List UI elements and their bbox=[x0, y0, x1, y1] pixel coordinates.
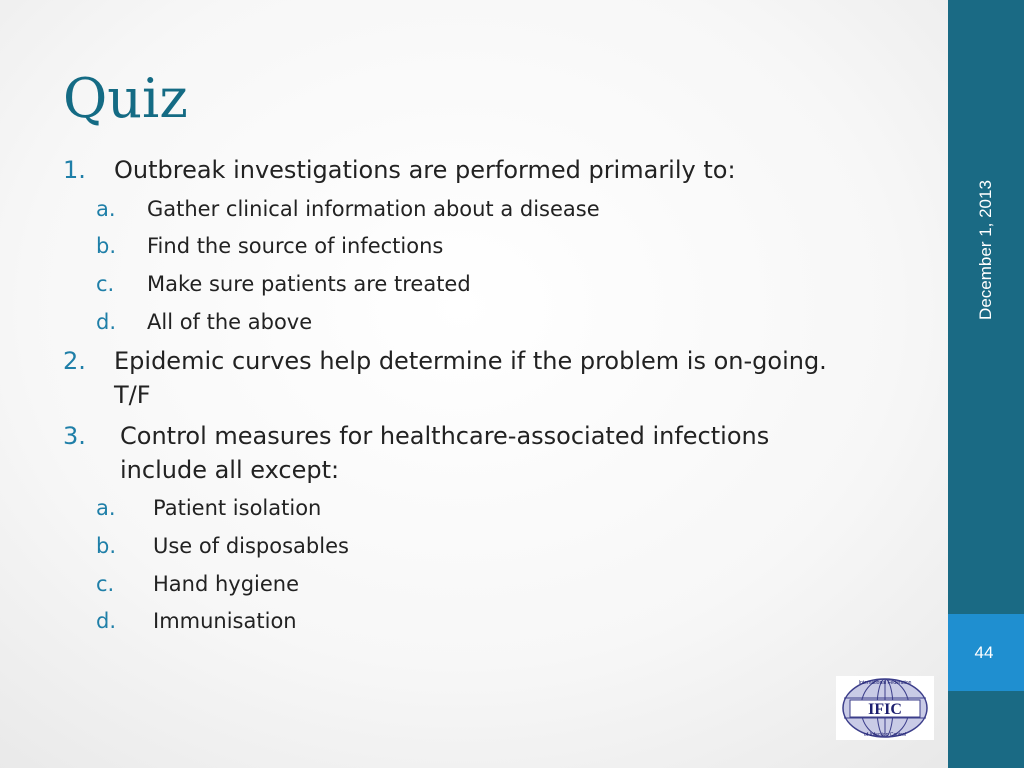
q1-option-b-letter: b. bbox=[96, 234, 117, 258]
q3-option-b-letter: b. bbox=[96, 534, 117, 558]
question-1-number: 1. bbox=[63, 156, 86, 184]
q1-option-c-letter: c. bbox=[96, 272, 115, 296]
q1-option-b-text: Find the source of infections bbox=[147, 234, 444, 258]
q3-option-d-letter: d. bbox=[96, 609, 117, 633]
logo-arc-bottom-text: of Infection Control bbox=[864, 732, 906, 738]
question-3-text-line2: include all except: bbox=[120, 456, 340, 484]
question-3-text-line1: Control measures for healthcare-associated infections bbox=[120, 422, 770, 450]
q3-option-c-letter: c. bbox=[96, 572, 115, 596]
slide-date: December 1, 2013 bbox=[976, 180, 995, 320]
q3-option-d-text: Immunisation bbox=[153, 609, 297, 633]
q1-option-c-text: Make sure patients are treated bbox=[147, 272, 471, 296]
slide-title: Quiz bbox=[63, 67, 188, 130]
logo-text: IFIC bbox=[868, 701, 902, 718]
q1-option-d-text: All of the above bbox=[147, 310, 313, 334]
question-2-text-line1: Epidemic curves help determine if the problem is on-going. bbox=[114, 347, 827, 375]
q1-option-d-letter: d. bbox=[96, 310, 117, 334]
page-number-box bbox=[948, 614, 1024, 691]
question-2-number: 2. bbox=[63, 347, 86, 375]
q3-option-b-text: Use of disposables bbox=[153, 534, 349, 558]
logo-arc-top-text: International Federation bbox=[858, 680, 912, 686]
q3-option-a-text: Patient isolation bbox=[153, 496, 322, 520]
q1-option-a-letter: a. bbox=[96, 197, 116, 221]
q1-option-a-text: Gather clinical information about a disease bbox=[147, 197, 600, 221]
ific-logo bbox=[836, 676, 934, 740]
page-number: 44 bbox=[974, 643, 994, 662]
question-2-text-line2: T/F bbox=[114, 381, 151, 409]
q3-option-c-text: Hand hygiene bbox=[153, 572, 300, 596]
question-3-number: 3. bbox=[63, 422, 86, 450]
q3-option-a-letter: a. bbox=[96, 496, 116, 520]
question-1-text: Outbreak investigations are performed primarily to: bbox=[114, 156, 736, 184]
